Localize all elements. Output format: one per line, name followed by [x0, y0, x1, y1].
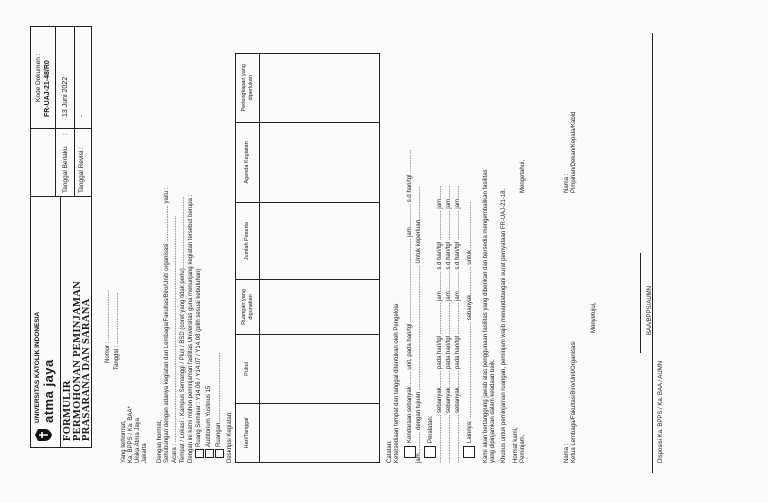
revision-date: - — [78, 114, 85, 117]
tanggal-field[interactable]: Tanggal : ............................... — [114, 292, 120, 370]
others-field[interactable]: Lainnya: .......................................................... sebanyak................. untuk............................. — [467, 201, 473, 443]
effective-date-label: Tanggal Berlaku — [62, 146, 69, 193]
form-title-line-2: PERMOHONAN PEMINJAMAN — [72, 281, 83, 441]
regards: Hormat kami, — [513, 427, 519, 463]
equipment-label: Peralatan: — [428, 415, 434, 443]
table-cell[interactable] — [260, 279, 380, 334]
greeting: Dengan hormat, — [157, 419, 163, 463]
col-header-time: Pukul — [236, 334, 260, 403]
office-label: BAA/BPPS/AUMN — [647, 285, 653, 335]
recipient-line-4: Jakarta — [142, 443, 148, 463]
signer-name-1[interactable]: Nama : — [564, 443, 570, 463]
tempat-field[interactable]: Tempat / Lokasi : Kampus Semanggi / Pluit / BSD (coret yang tidak perlu)........................................... — [180, 196, 186, 463]
signer-role-1: Ketua Lembaga/Fakultas/Biro/Unit/Organisasi — [571, 341, 577, 463]
col-header-room: Ruangan yang digunakan — [236, 279, 260, 334]
nomor-field[interactable]: Nomor : .............................. — [105, 289, 111, 363]
note-text: Ketersediaan tempat dan tanggal ditentukan oleh Pengelola — [394, 303, 400, 463]
signature-line — [640, 253, 641, 353]
auditorium-checkbox[interactable] — [205, 449, 214, 458]
col-header-date: Hari/Tanggal — [236, 403, 260, 462]
responsibility-text-2: yang dipinjamkan dalam keadaan baik. — [490, 359, 496, 463]
doc-code: FR-UAJ-21-48/R0 — [44, 60, 51, 117]
responsibility-text-1: Kami akan bertanggung jawab atas penggunaan fasilitas yang diberikan dan bersedia mengembalikan fasilitas — [483, 169, 489, 463]
brand-name: atma jaya — [41, 359, 56, 423]
document-header — [30, 26, 92, 448]
other-room-label: Ruangan.......................................... — [216, 352, 222, 447]
revision-date-label: Tanggal Revisi : — [78, 147, 85, 193]
col-header-participants: Jumlah Peserta — [236, 203, 260, 280]
recipient-line-3: Unika Atma Jaya — [135, 417, 141, 463]
signer-name-2[interactable]: Nama : — [564, 173, 570, 193]
note-label: Catatan: — [387, 440, 393, 463]
table-cell[interactable] — [260, 54, 380, 123]
recipient-line-1: Yang terhormat, — [121, 420, 127, 463]
table-cell[interactable] — [260, 122, 380, 203]
table-row[interactable] — [260, 54, 380, 463]
agree-label: Menyetujui, — [591, 302, 597, 333]
equipment-row-1[interactable]: ............................. sebanyak.......... pada hari/tgl ................... jam............ s.d hari/tgl .................. jam........ — [437, 185, 443, 463]
acara-field[interactable]: Acara : ........................................................................................................................................ — [172, 215, 178, 463]
seminar-room-label: Ruang Seminar : Y14.06 / Y14.07 / Y14.08 (pilih sesuai kebutuhan) — [196, 268, 202, 447]
col-header-equipment: Perlengkapan yang diperlukan — [236, 54, 260, 123]
vehicle-line-2[interactable]: jam............. dengan tujuan ........................................................................... Untuk keperluan.................... — [416, 186, 422, 463]
special-note: Khusus untuk peminjaman ruangan, peminjam wajib menandatangani surat pernyataan FR-UAJ-21-18. — [501, 188, 507, 463]
form-title-line-3: PRASARANA DAN SARANA — [81, 298, 92, 441]
intro-text: Sehubungan dengan adanya kegiatan dari Lembaga/Fakultas/Biro/Unit/ organisasi ...................... yaitu : — [164, 187, 170, 463]
university-name: UNIVERSITAS KATOLIK INDONESIA — [34, 311, 41, 423]
other-room-checkbox[interactable] — [215, 449, 224, 458]
activity-table — [235, 53, 380, 463]
table-cell[interactable] — [260, 403, 380, 462]
request-text: Dengan ini kami mohon peminjaman fasilitas Universitas guna menunjang kegiatan tersebut berupa : — [188, 194, 194, 463]
equipment-checkbox[interactable] — [424, 446, 436, 458]
approve-label: Mengetahui, — [520, 159, 526, 193]
doc-code-label: Kode Dokumen : — [35, 53, 42, 102]
disposition-label: Disposisi Ka. BPPS / Ka. BAA / AUMN — [658, 360, 664, 463]
col-header-agenda: Agenda Kegiatan — [236, 122, 260, 203]
effective-date-colon: : — [62, 133, 69, 135]
signer-role-2: Pimpinan/Dekan/Kepala/Kabid — [571, 111, 577, 193]
equipment-row-2[interactable]: ............................. sebanyak.......... pada hari/tgl ................... jam............ s.d hari/tgl .................. jam........ — [446, 185, 452, 463]
effective-date: 13 Juni 2022 — [62, 76, 69, 117]
description-label: Deskripsi Kegiatan: — [227, 411, 233, 463]
others-checkbox[interactable] — [463, 446, 475, 458]
form-title-line-1: FORMULIR — [62, 380, 73, 441]
table-cell[interactable] — [260, 334, 380, 403]
auditorium-label: Auditorium Yustinus 15 — [206, 385, 212, 447]
university-logo-icon — [34, 427, 53, 443]
divider — [652, 33, 653, 473]
seminar-room-checkbox[interactable] — [195, 449, 204, 458]
vehicle-line-1[interactable]: Kendaraan sebanyak ........ unit, pada hari/tgl .................................................. jam.............. s.d hari/tgl .............. — [407, 149, 413, 443]
equipment-row-3[interactable]: ............................. sebanyak.......... pada hari/tgl ................... jam............ s.d hari/tgl .................. jam........ — [455, 185, 461, 463]
borrower-label: Peminjam, — [520, 434, 526, 463]
recipient-line-2: Ka. BPPS / Ka. BAA* — [128, 406, 134, 463]
table-cell[interactable] — [260, 203, 380, 280]
